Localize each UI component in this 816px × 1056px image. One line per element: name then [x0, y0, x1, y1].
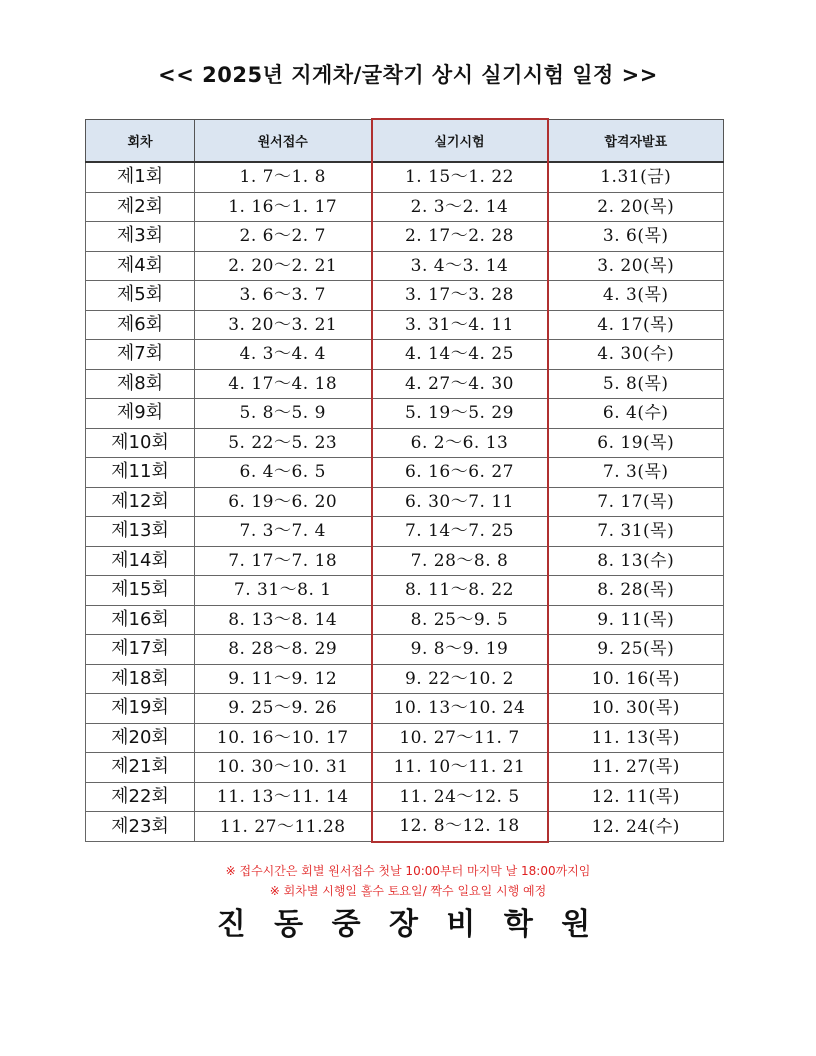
result-cell: 4. 3(목) — [548, 281, 724, 311]
table-row — [86, 723, 724, 753]
schedule-table — [85, 118, 724, 843]
application-cell: 6. 4～6. 5 — [195, 458, 372, 488]
application-cell: 10. 30～10. 31 — [195, 753, 372, 783]
round-cell: 제20회 — [86, 723, 195, 753]
exam-cell: 7. 14～7. 25 — [372, 517, 548, 547]
application-cell: 3. 20～3. 21 — [195, 310, 372, 340]
exam-cell: 12. 8～12. 18 — [372, 812, 548, 842]
result-cell: 1.31(금) — [548, 162, 724, 192]
application-cell: 2. 6～2. 7 — [195, 222, 372, 252]
page-title: << 2025년 지게차/굴착기 상시 실기시험 일정 >> — [158, 63, 658, 87]
exam-cell: 6. 2～6. 13 — [372, 428, 548, 458]
table-row — [86, 546, 724, 576]
table-row — [86, 576, 724, 606]
table-body — [86, 162, 724, 842]
result-cell: 10. 16(목) — [548, 664, 724, 694]
exam-cell: 7. 28～8. 8 — [372, 546, 548, 576]
exam-cell: 3. 4～3. 14 — [372, 251, 548, 281]
result-cell: 4. 30(수) — [548, 340, 724, 370]
round-cell: 제15회 — [86, 576, 195, 606]
exam-cell: 11. 24～12. 5 — [372, 782, 548, 812]
round-cell: 제1회 — [86, 162, 195, 192]
application-cell: 5. 8～5. 9 — [195, 399, 372, 429]
result-cell: 8. 28(목) — [548, 576, 724, 606]
application-cell: 11. 27～11.28 — [195, 812, 372, 842]
application-cell: 9. 25～9. 26 — [195, 694, 372, 724]
note-reception-time: ※ 접수시간은 회별 원서접수 첫날 10:00부터 마지막 날 18:00까지임 — [225, 864, 591, 878]
round-cell: 제3회 — [86, 222, 195, 252]
table-row — [86, 812, 724, 842]
exam-cell: 3. 17～3. 28 — [372, 281, 548, 311]
application-cell: 4. 17～4. 18 — [195, 369, 372, 399]
application-cell: 5. 22～5. 23 — [195, 428, 372, 458]
application-cell: 10. 16～10. 17 — [195, 723, 372, 753]
round-cell: 제14회 — [86, 546, 195, 576]
result-cell: 4. 17(목) — [548, 310, 724, 340]
result-cell: 12. 24(수) — [548, 812, 724, 842]
round-cell: 제16회 — [86, 605, 195, 635]
note-exam-days: ※ 회차별 시행일 홀수 토요일/ 짝수 일요일 시행 예정 — [269, 884, 547, 898]
table-row — [86, 635, 724, 665]
round-cell: 제5회 — [86, 281, 195, 311]
exam-cell: 6. 16～6. 27 — [372, 458, 548, 488]
table-row — [86, 340, 724, 370]
exam-cell: 2. 3～2. 14 — [372, 192, 548, 222]
table-row — [86, 487, 724, 517]
application-cell: 7. 17～7. 18 — [195, 546, 372, 576]
result-cell: 10. 30(목) — [548, 694, 724, 724]
header-exam: 실기시험 — [372, 119, 548, 162]
table-row — [86, 222, 724, 252]
result-cell: 7. 17(목) — [548, 487, 724, 517]
application-cell: 2. 20～2. 21 — [195, 251, 372, 281]
result-cell: 2. 20(목) — [548, 192, 724, 222]
table-row — [86, 428, 724, 458]
round-cell: 제2회 — [86, 192, 195, 222]
result-cell: 3. 20(목) — [548, 251, 724, 281]
result-cell: 6. 19(목) — [548, 428, 724, 458]
round-cell: 제13회 — [86, 517, 195, 547]
round-cell: 제22회 — [86, 782, 195, 812]
table-row — [86, 458, 724, 488]
exam-cell: 11. 10～11. 21 — [372, 753, 548, 783]
table-row — [86, 310, 724, 340]
round-cell: 제23회 — [86, 812, 195, 842]
result-cell: 9. 11(목) — [548, 605, 724, 635]
table-row — [86, 664, 724, 694]
academy-name: 진 동 중 장 비 학 원 — [216, 907, 600, 942]
exam-cell: 10. 27～11. 7 — [372, 723, 548, 753]
exam-cell: 4. 27～4. 30 — [372, 369, 548, 399]
application-cell: 11. 13～11. 14 — [195, 782, 372, 812]
round-cell: 제8회 — [86, 369, 195, 399]
result-cell: 8. 13(수) — [548, 546, 724, 576]
table-row — [86, 369, 724, 399]
exam-cell: 10. 13～10. 24 — [372, 694, 548, 724]
table-header-row — [86, 119, 724, 162]
exam-cell: 2. 17～2. 28 — [372, 222, 548, 252]
application-cell: 8. 28～8. 29 — [195, 635, 372, 665]
table-row — [86, 517, 724, 547]
result-cell: 9. 25(목) — [548, 635, 724, 665]
notes — [0, 861, 816, 901]
round-cell: 제7회 — [86, 340, 195, 370]
exam-cell: 3. 31～4. 11 — [372, 310, 548, 340]
round-cell: 제11회 — [86, 458, 195, 488]
result-cell: 6. 4(수) — [548, 399, 724, 429]
result-cell: 11. 13(목) — [548, 723, 724, 753]
table-row — [86, 251, 724, 281]
exam-cell: 9. 22～10. 2 — [372, 664, 548, 694]
round-cell: 제4회 — [86, 251, 195, 281]
application-cell: 4. 3～4. 4 — [195, 340, 372, 370]
exam-cell: 9. 8～9. 19 — [372, 635, 548, 665]
exam-cell: 1. 15～1. 22 — [372, 162, 548, 192]
table-row — [86, 753, 724, 783]
table-row — [86, 162, 724, 192]
application-cell: 9. 11～9. 12 — [195, 664, 372, 694]
application-cell: 7. 3～7. 4 — [195, 517, 372, 547]
application-cell: 1. 16～1. 17 — [195, 192, 372, 222]
exam-cell: 8. 11～8. 22 — [372, 576, 548, 606]
table-row — [86, 605, 724, 635]
result-cell: 7. 31(목) — [548, 517, 724, 547]
header-application: 원서접수 — [195, 119, 372, 162]
table-row — [86, 192, 724, 222]
round-cell: 제9회 — [86, 399, 195, 429]
application-cell: 7. 31～8. 1 — [195, 576, 372, 606]
table-row — [86, 399, 724, 429]
result-cell: 11. 27(목) — [548, 753, 724, 783]
result-cell: 3. 6(목) — [548, 222, 724, 252]
exam-cell: 8. 25～9. 5 — [372, 605, 548, 635]
application-cell: 1. 7～1. 8 — [195, 162, 372, 192]
table-row — [86, 782, 724, 812]
round-cell: 제6회 — [86, 310, 195, 340]
application-cell: 3. 6～3. 7 — [195, 281, 372, 311]
application-cell: 6. 19～6. 20 — [195, 487, 372, 517]
table-row — [86, 694, 724, 724]
round-cell: 제19회 — [86, 694, 195, 724]
round-cell: 제21회 — [86, 753, 195, 783]
round-cell: 제17회 — [86, 635, 195, 665]
result-cell: 5. 8(목) — [548, 369, 724, 399]
round-cell: 제12회 — [86, 487, 195, 517]
result-cell: 12. 11(목) — [548, 782, 724, 812]
exam-cell: 6. 30～7. 11 — [372, 487, 548, 517]
round-cell: 제18회 — [86, 664, 195, 694]
table-row — [86, 281, 724, 311]
header-round: 회차 — [86, 119, 195, 162]
application-cell: 8. 13～8. 14 — [195, 605, 372, 635]
result-cell: 7. 3(목) — [548, 458, 724, 488]
exam-cell: 5. 19～5. 29 — [372, 399, 548, 429]
header-result: 합격자발표 — [548, 119, 724, 162]
exam-cell: 4. 14～4. 25 — [372, 340, 548, 370]
round-cell: 제10회 — [86, 428, 195, 458]
